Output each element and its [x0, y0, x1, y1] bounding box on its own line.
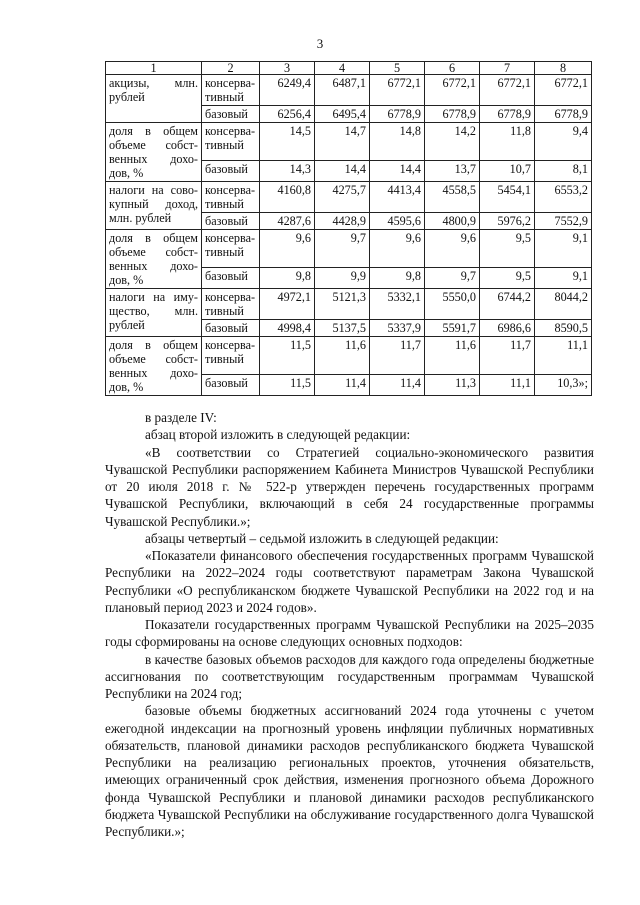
- scenario-cell: базовый: [202, 161, 260, 182]
- value-cell: 11,6: [425, 337, 480, 375]
- value-cell: 6553,2: [535, 182, 592, 213]
- value-cell: 9,6: [260, 230, 315, 268]
- value-cell: 4800,9: [425, 213, 480, 230]
- value-cell: 8044,2: [535, 289, 592, 320]
- table-row: [106, 230, 592, 268]
- scenario-cell: базовый: [202, 106, 260, 123]
- paragraph: в качестве базовых объемов расходов для каждого года определены бюджетные ассигнования по соответствующим государственным программам Чувашской Республики на 2024 год;: [105, 651, 594, 701]
- table-row: [106, 289, 592, 320]
- table-row: [106, 123, 592, 161]
- paragraph: «В соответствии со Стратегией социально-экономического развития Чувашской Республики распоряжением Кабинета Министров Чувашской Республики от 20 июля 2018 г. № 522-р утвержден перечень государственных программ Чувашской Республики, включающий в себя 24 государственные программы Чувашской Республики.»;: [105, 444, 594, 529]
- value-cell: 4558,5: [425, 182, 480, 213]
- revenue-forecast-table: [105, 61, 592, 396]
- indicator-label: акцизы, млн. рублей: [106, 75, 202, 123]
- value-cell: 9,8: [370, 268, 425, 289]
- scenario-cell: базовый: [202, 320, 260, 337]
- scenario-cell: консерва-тивный: [202, 337, 260, 375]
- paragraph: «Показатели финансового обеспечения государственных программ Чувашской Республики на 2022–2024 годы соответствуют параметрам Закона Чувашской Республики «О республиканском бюджете Чувашской Республики на 2022 год и на плановый период 2023 и 2024 годов».: [105, 548, 594, 615]
- paragraph: базовые объемы бюджетных ассигнований 2024 года уточнены с учетом ежегодной индексации на прогнозный уровень инфляции публичных нормативных обязательств, плановой динамики расходов республиканского бюджета Чувашской Республики на реализацию региональных проектов, уточнения обязательств, имеющих ограниченный срок действия, изменения прогнозного объема Дорожного фонда Чувашской Республики и плановой динамики расходов республиканского бюджета Чувашской Республики на обслуживание государственного долга Чувашской Республики.»;: [105, 703, 594, 839]
- value-cell: 5121,3: [315, 289, 370, 320]
- value-cell: 9,6: [425, 230, 480, 268]
- value-cell: 4275,7: [315, 182, 370, 213]
- value-cell: 5591,7: [425, 320, 480, 337]
- value-cell: 4998,4: [260, 320, 315, 337]
- value-cell: 6772,1: [480, 75, 535, 106]
- table-header-row: [106, 62, 592, 75]
- value-cell: 7552,9: [535, 213, 592, 230]
- value-cell: 6772,1: [370, 75, 425, 106]
- value-cell: 11,1: [480, 375, 535, 396]
- value-cell: 9,7: [315, 230, 370, 268]
- value-cell: 14,4: [370, 161, 425, 182]
- value-cell: 11,5: [260, 375, 315, 396]
- scenario-cell: консерва-тивный: [202, 123, 260, 161]
- table-row: [106, 337, 592, 375]
- scenario-cell: консерва-тивный: [202, 182, 260, 213]
- value-cell: 11,5: [260, 337, 315, 375]
- value-cell: 6778,9: [425, 106, 480, 123]
- column-header: 5: [370, 62, 425, 75]
- value-cell: 11,7: [480, 337, 535, 375]
- value-cell: 6744,2: [480, 289, 535, 320]
- column-header: 1: [106, 62, 202, 75]
- table-row: [106, 75, 592, 106]
- value-cell: 6778,9: [535, 106, 592, 123]
- value-cell: 14,7: [315, 123, 370, 161]
- value-cell: 4595,6: [370, 213, 425, 230]
- paragraph: Показатели государственных программ Чувашской Республики на 2025–2035 годы сформированы на основе следующих основных подходов:: [105, 617, 594, 650]
- indicator-label: доля в общем объеме собст-венных дохо-дов, %: [106, 123, 202, 182]
- value-cell: 14,4: [315, 161, 370, 182]
- value-cell: 6256,4: [260, 106, 315, 123]
- value-cell: 14,3: [260, 161, 315, 182]
- page-number: 3: [316, 36, 324, 51]
- value-cell: 4413,4: [370, 182, 425, 213]
- scenario-cell: консерва-тивный: [202, 75, 260, 106]
- value-cell: 11,3: [425, 375, 480, 396]
- indicator-label: доля в общем объеме собст-венных дохо-дов, %: [106, 230, 202, 289]
- value-cell: 9,5: [480, 268, 535, 289]
- value-cell: 4287,6: [260, 213, 315, 230]
- value-cell: 5550,0: [425, 289, 480, 320]
- value-cell: 4160,8: [260, 182, 315, 213]
- value-cell: 8,1: [535, 161, 592, 182]
- value-cell: 9,6: [370, 230, 425, 268]
- value-cell: 5976,2: [480, 213, 535, 230]
- scenario-cell: консерва-тивный: [202, 230, 260, 268]
- scenario-cell: базовый: [202, 268, 260, 289]
- value-cell: 9,4: [535, 123, 592, 161]
- value-cell: 9,1: [535, 230, 592, 268]
- value-cell: 4428,9: [315, 213, 370, 230]
- value-cell: 9,8: [260, 268, 315, 289]
- scenario-cell: базовый: [202, 213, 260, 230]
- body-text: [105, 409, 594, 840]
- value-cell: 6487,1: [315, 75, 370, 106]
- value-cell: 11,4: [370, 375, 425, 396]
- column-header: 2: [202, 62, 260, 75]
- value-cell: 14,2: [425, 123, 480, 161]
- indicator-label: налоги на иму-щество, млн. рублей: [106, 289, 202, 337]
- value-cell: 11,8: [480, 123, 535, 161]
- value-cell: 11,6: [315, 337, 370, 375]
- column-header: 7: [480, 62, 535, 75]
- value-cell: 10,3»;: [535, 375, 592, 396]
- value-cell: 14,5: [260, 123, 315, 161]
- value-cell: 9,5: [480, 230, 535, 268]
- table-row: [106, 182, 592, 213]
- value-cell: 6495,4: [315, 106, 370, 123]
- paragraph: абзац второй изложить в следующей редакции:: [145, 427, 411, 443]
- scenario-cell: базовый: [202, 375, 260, 396]
- value-cell: 5454,1: [480, 182, 535, 213]
- value-cell: 13,7: [425, 161, 480, 182]
- value-cell: 6772,1: [425, 75, 480, 106]
- value-cell: 6778,9: [480, 106, 535, 123]
- value-cell: 11,7: [370, 337, 425, 375]
- column-header: 3: [260, 62, 315, 75]
- value-cell: 6778,9: [370, 106, 425, 123]
- paragraph: абзацы четвертый – седьмой изложить в следующей редакции:: [145, 530, 499, 546]
- column-header: 4: [315, 62, 370, 75]
- value-cell: 10,7: [480, 161, 535, 182]
- value-cell: 9,9: [315, 268, 370, 289]
- value-cell: 5137,5: [315, 320, 370, 337]
- column-header: 8: [535, 62, 592, 75]
- value-cell: 5337,9: [370, 320, 425, 337]
- indicator-label: доля в общем объеме собст-венных дохо-дов, %: [106, 337, 202, 396]
- value-cell: 11,4: [315, 375, 370, 396]
- column-header: 6: [425, 62, 480, 75]
- value-cell: 9,1: [535, 268, 592, 289]
- value-cell: 6772,1: [535, 75, 592, 106]
- value-cell: 8590,5: [535, 320, 592, 337]
- value-cell: 6986,6: [480, 320, 535, 337]
- value-cell: 5332,1: [370, 289, 425, 320]
- scenario-cell: консерва-тивный: [202, 289, 260, 320]
- indicator-label: налоги на сово-купный доход, млн. рублей: [106, 182, 202, 230]
- value-cell: 6249,4: [260, 75, 315, 106]
- value-cell: 11,1: [535, 337, 592, 375]
- value-cell: 9,7: [425, 268, 480, 289]
- paragraph: в разделе IV:: [145, 410, 217, 425]
- value-cell: 4972,1: [260, 289, 315, 320]
- value-cell: 14,8: [370, 123, 425, 161]
